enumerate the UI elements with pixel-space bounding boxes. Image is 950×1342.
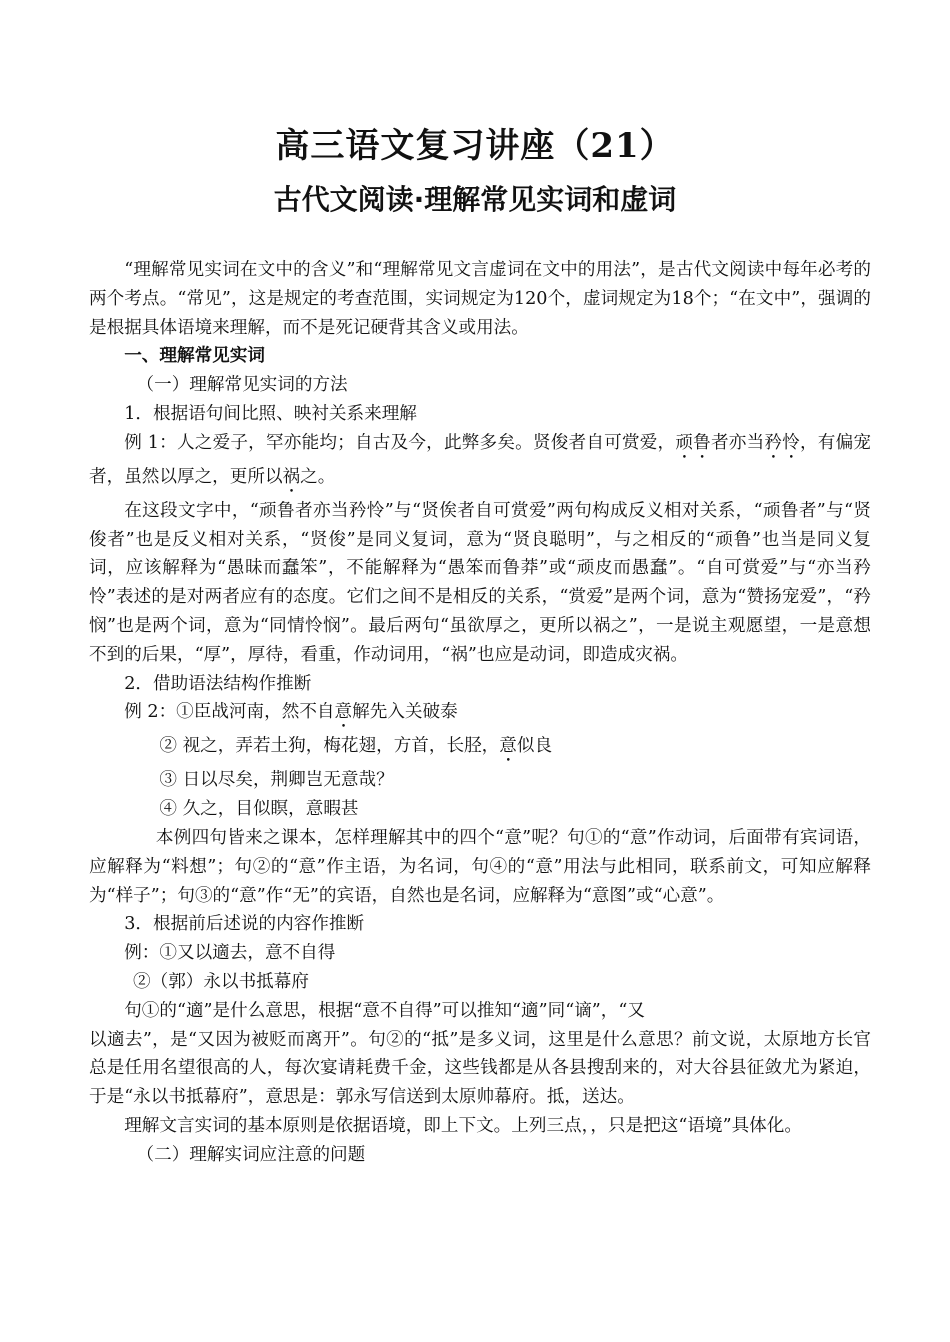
example-1-dotted-3: 祸 <box>282 466 301 487</box>
example-1-dotted-2: 矜怜 <box>764 432 800 453</box>
example-2-1-text-a: 例 2：①臣战河南，然不自 <box>124 702 335 723</box>
example-1-text-a: 例 1：人之爱子，罕亦能均；自古及今，此弊多矣。贤俊者自可赏爱， <box>124 432 676 453</box>
method-1-explanation: 在这段文字中，“顽鲁者亦当矜怜”与“贤俟者自可赏爱”两句构成反义相对关系，“顽鲁者”与“贤俊者”也是反义相对关系，“贤俊”是同义复词，意为“贤良聪明”，与之相反的“顽鲁”也当是同义复词，应该解释为“愚昧而蠢笨”，不能解释为“愚笨而鲁莽”或“顽皮而愚蠢”。“自可赏爱”与“亦当矜怜”表述的是对两者应有的态度。它们之间不是相反的关系，“赏爱”是两个词，意为“赞扬宠爱”，“矜悯”也是两个词，意为“同情怜悯”。最后两句“虽欲厚之，更所以祸之”，一是说主观愿望，一是意想不到的后果，“厚”，厚待，看重，作动词用，“祸”也应是动词，即造成灾祸。 <box>89 500 871 665</box>
principle-paragraph: 理解文言实词的基本原则是依据语境，即上下文。上列三点，，只是把这“语境”具体化。 <box>124 1115 802 1136</box>
example-2-line-1 <box>89 698 871 732</box>
example-2-line-3: ③ 日以尽矣，荆卿岂无意哉？ <box>159 770 394 791</box>
document-body <box>89 256 871 1170</box>
intro-paragraph: “理解常见实词在文中的含义”和“理解常见文言虚词在文中的用法”，是古代文阅读中每年必考的两个考点。“常见”，这是规定的考查范围，实词规定为120个，虚词规定为18个；“在文中”，强调的是根据具体语境来理解，而不是死记硬背其含义或用法。 <box>89 260 871 338</box>
subsection-heading-2: （二）理解实词应注意的问题 <box>136 1144 366 1165</box>
method-3-explanation-1: 句①的“適”是什么意思，根据“意不自得”可以推知“適”同“谪”，“又 <box>124 1000 645 1021</box>
document-title: 高三语文复习讲座（21） <box>275 126 675 166</box>
method-3-heading: 3．根据前后述说的内容作推断 <box>124 914 365 935</box>
method-1-heading: 1．根据语句间比照、映衬关系来理解 <box>124 403 417 424</box>
example-2-1-text-b: 解先入关破泰 <box>352 702 458 723</box>
example-3-line-1: 例：①又以適去，意不自得 <box>124 943 336 964</box>
example-2-2-text-a: ② 视之，弄若土狗，梅花翅，方首，长胫， <box>159 736 500 757</box>
example-2-line-2 <box>89 732 871 766</box>
example-1-text-c: ，有偏宠者，虽然以厚之，更所以 <box>89 432 871 487</box>
subsection-heading-1: （一）理解常见实词的方法 <box>136 375 348 396</box>
example-1-dotted-1: 顽鲁 <box>675 432 711 453</box>
section-heading-1: 一、理解常见实词 <box>124 345 265 367</box>
example-3-line-2: ②（郭）永以书抵幕府 <box>133 971 309 992</box>
example-2-1-dotted: 意 <box>334 702 353 723</box>
example-2-2-dotted: 意 <box>499 736 517 757</box>
example-1 <box>89 429 871 497</box>
example-2-line-4: ④ 久之，目似瞑，意暇甚 <box>159 799 359 820</box>
example-1-text-b: 者亦当 <box>710 432 765 453</box>
document-subtitle: 古代文阅读·理解常见实词和虚词 <box>273 183 677 216</box>
method-2-heading: 2．借助语法结构作推断 <box>124 673 312 694</box>
method-3-explanation-2: 以適去”，是“又因为被贬而离开”。句②的“抵”是多义词，这里是什么意思？前文说，太原地方长官总是任用名望很高的人，每次宴请耗费千金，这些钱都是从各县搜刮来的，对大谷县征敛尤为紧迫，于是“永以书抵幕府”，意思是：郭永写信送到太原帅幕府。抵，送达。 <box>89 1029 871 1108</box>
example-1-text-d: 之。 <box>300 466 336 487</box>
method-2-explanation: 本例四句皆来之课本，怎样理解其中的四个“意”呢？句①的“意”作动词，后面带有宾词语，应解释为“料想”；句②的“意”作主语，为名词，句④的“意”用法与此相同，联系前文，可知应解释为“样子”；句③的“意”作“无”的宾语，自然也是名词，应解释为“意图”或“心意”。 <box>89 827 871 906</box>
example-2-2-text-b: 似良 <box>516 736 553 757</box>
